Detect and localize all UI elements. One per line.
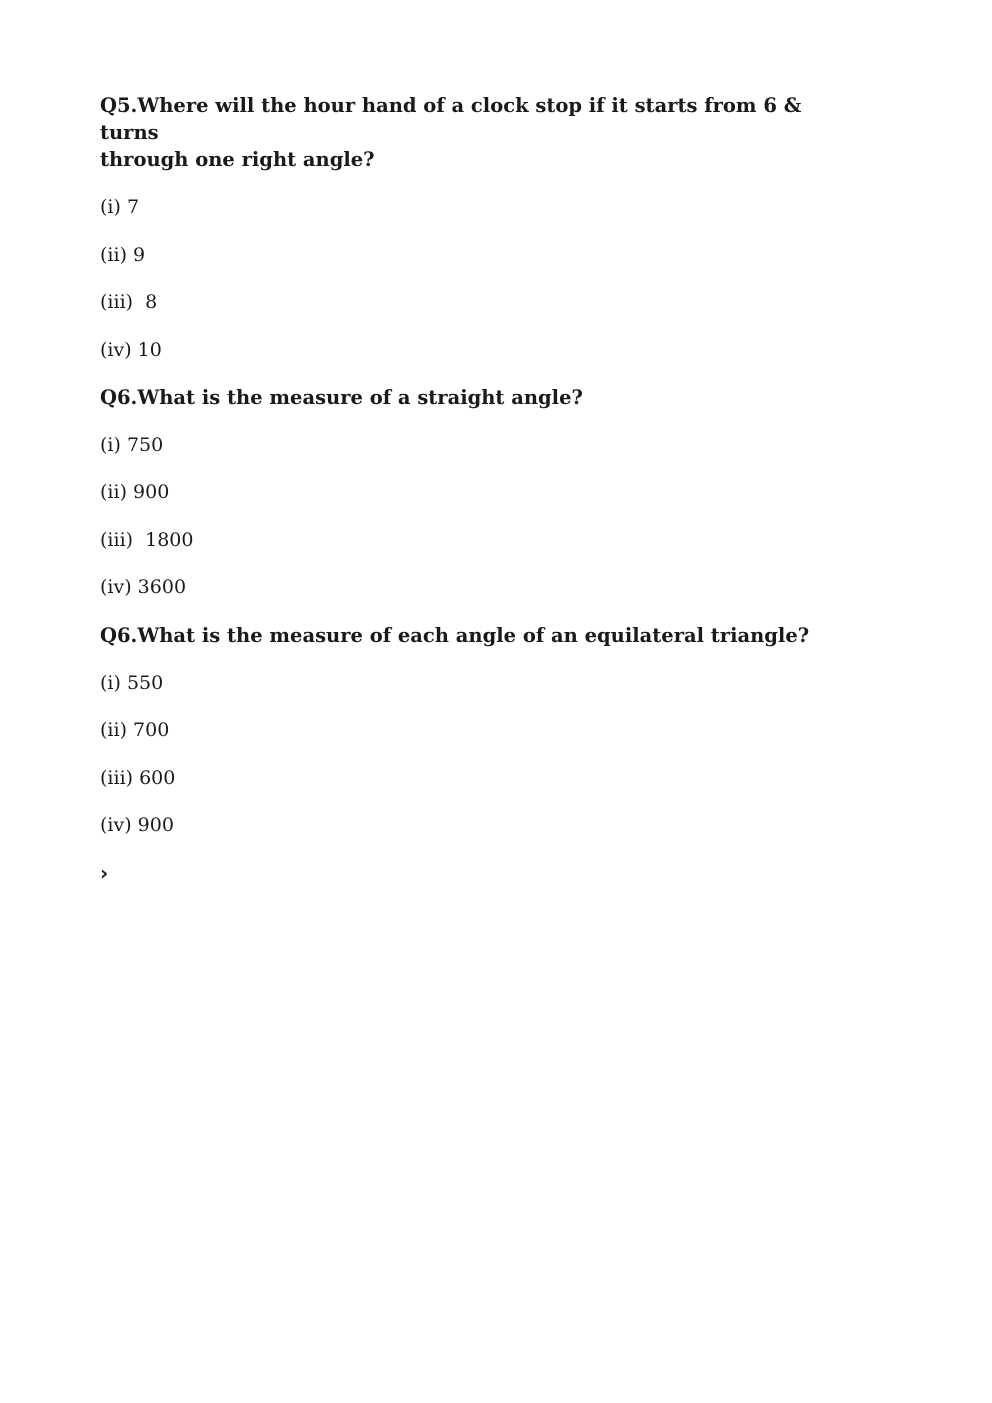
answer-option: (ii) 700 bbox=[100, 719, 170, 741]
question-title: Q6.What is the measure of each angle of an equilateral triangle? bbox=[100, 623, 810, 647]
answer-option: (iv) 900 bbox=[100, 814, 174, 836]
answer-option: (iii) 1800 bbox=[100, 528, 194, 551]
question-title-line-2: through one right angle? bbox=[100, 148, 375, 171]
answer-option: (i) 550 bbox=[100, 671, 164, 694]
answer-option: (i) 750 bbox=[100, 433, 164, 456]
document-page bbox=[100, 92, 860, 860]
answer-option: (i) 7 bbox=[100, 196, 140, 218]
answer-option: (iv) 3600 bbox=[100, 576, 187, 598]
answer-option: (ii) 9 bbox=[100, 243, 146, 266]
answer-option: (iii) 600 bbox=[100, 766, 176, 789]
question-title bbox=[100, 92, 860, 173]
chevron-right-icon: › bbox=[100, 861, 109, 885]
question-block-q5 bbox=[100, 92, 860, 364]
answer-option: (iv) 10 bbox=[100, 338, 162, 361]
question-block-q6-equilateral bbox=[100, 622, 860, 840]
question-title: Q6.What is the measure of a straight angle? bbox=[100, 385, 583, 409]
question-title-line-1: Q5.Where will the hour hand of a clock stop if it starts from 6 & turns bbox=[100, 94, 802, 144]
answer-option: (ii) 900 bbox=[100, 481, 170, 503]
question-block-q6-straight-angle bbox=[100, 384, 860, 602]
answer-option: (iii) 8 bbox=[100, 291, 158, 313]
